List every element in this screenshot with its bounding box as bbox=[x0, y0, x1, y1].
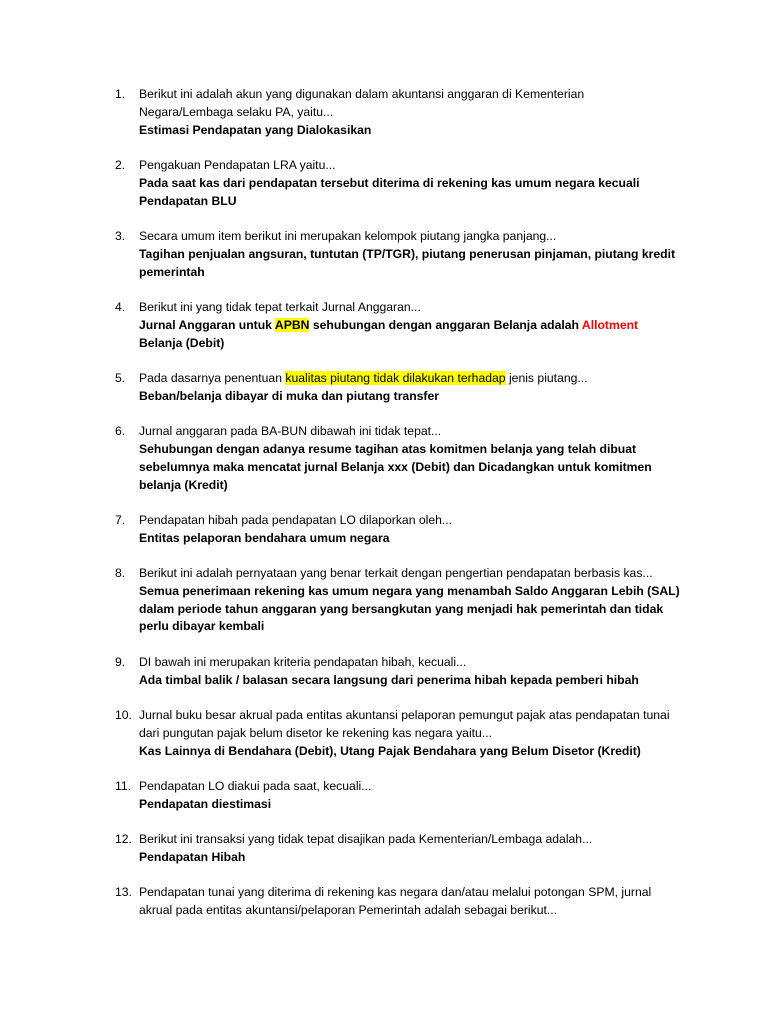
question-text: Pendapatan LO diakui pada saat, kecuali... bbox=[139, 779, 372, 794]
answer-text-middle: sehubungan dengan anggaran Belanja adalah bbox=[309, 317, 582, 332]
question-text: Berikut ini adalah pernyataan yang benar terkait dengan pengertian pendapatan berbasis kas... bbox=[139, 566, 653, 581]
question-text: Berikut ini yang tidak tepat terkait Jurnal Anggaran... bbox=[139, 299, 421, 314]
question-text: Pendapatan hibah pada pendapatan LO dilaporkan oleh... bbox=[139, 512, 453, 527]
answer-text: Ada timbal balik / balasan secara langsung dari penerima hibah kepada pemberi hibah bbox=[139, 672, 639, 687]
question-number: 9. bbox=[115, 654, 126, 669]
question-item-1 bbox=[115, 86, 680, 139]
question-item-12 bbox=[115, 831, 680, 867]
answer-text-before: Jurnal Anggaran untuk bbox=[139, 317, 275, 332]
question-item-6 bbox=[115, 423, 680, 494]
answer-text: Tagihan penjualan angsuran, tuntutan (TP/TGR), piutang penerusan pinjaman, piutang kredit pemerintah bbox=[139, 246, 676, 279]
question-text-after: jenis piutang... bbox=[505, 370, 588, 385]
answer-text: Beban/belanja dibayar di muka dan piutang transfer bbox=[139, 388, 440, 403]
red-text: Allotment bbox=[581, 317, 639, 332]
question-number: 11. bbox=[115, 779, 132, 794]
question-number: 10. bbox=[115, 708, 132, 723]
question-item-3 bbox=[115, 228, 680, 281]
answer-text-after: Belanja (Debit) bbox=[139, 335, 225, 350]
question-number: 8. bbox=[115, 566, 126, 581]
question-number: 5. bbox=[115, 370, 126, 385]
question-number: 3. bbox=[115, 228, 126, 243]
question-text: Pengakuan Pendapatan LRA yaitu... bbox=[139, 157, 336, 172]
question-text: Pendapatan tunai yang diterima di rekening kas negara dan/atau melalui potongan SPM, jurnal akrual pada entitas akuntansi/pelaporan Pemerintah adalah sebagai berikut... bbox=[139, 885, 652, 918]
question-list bbox=[115, 86, 680, 938]
question-item-8 bbox=[115, 565, 680, 636]
question-text: Berikut ini transaksi yang tidak tepat disajikan pada Kementerian/Lembaga adalah... bbox=[139, 832, 593, 847]
answer-text: Estimasi Pendapatan yang Dialokasikan bbox=[139, 122, 372, 137]
question-number: 13. bbox=[115, 885, 132, 900]
question-item-10 bbox=[115, 707, 680, 760]
question-item-13 bbox=[115, 884, 680, 920]
answer-text: Entitas pelaporan bendahara umum negara bbox=[139, 530, 390, 545]
question-text: DI bawah ini merupakan kriteria pendapatan hibah, kecuali... bbox=[139, 654, 467, 669]
answer-text: Sehubungan dengan adanya resume tagihan atas komitmen belanja yang telah dibuat sebelumnya maka mencatat jurnal Belanja xxx (Debit) dan Dicadangkan untuk komitmen belanja (Kredit) bbox=[139, 441, 652, 492]
question-item-11 bbox=[115, 778, 680, 814]
answer-text: Pendapatan diestimasi bbox=[139, 796, 272, 811]
question-text: Jurnal buku besar akrual pada entitas akuntansi pelaporan pemungut pajak atas pendapatan tunai dari pungutan pajak belum disetor ke rekening kas negara yaitu... bbox=[139, 708, 670, 740]
question-item-5 bbox=[115, 370, 680, 406]
answer-text: Pada saat kas dari pendapatan tersebut diterima di rekening kas umum negara kecuali Pendapatan BLU bbox=[139, 175, 640, 208]
answer-text bbox=[139, 317, 680, 353]
question-text bbox=[139, 370, 680, 388]
highlighted-text: APBN bbox=[274, 317, 310, 332]
question-item-9 bbox=[115, 654, 680, 690]
question-number: 7. bbox=[115, 512, 126, 527]
highlighted-text: kualitas piutang tidak dilakukan terhadap bbox=[285, 370, 506, 385]
question-text: Berikut ini adalah akun yang digunakan dalam akuntansi anggaran di Kementerian Negara/Lembaga selaku PA, yaitu... bbox=[139, 87, 585, 119]
answer-text: Pendapatan Hibah bbox=[139, 850, 246, 865]
question-text-before: Pada dasarnya penentuan bbox=[139, 370, 286, 385]
question-number: 4. bbox=[115, 299, 126, 314]
question-item-2 bbox=[115, 157, 680, 210]
question-item-7 bbox=[115, 512, 680, 548]
question-number: 2. bbox=[115, 157, 126, 172]
question-number: 12. bbox=[115, 832, 132, 847]
question-item-4 bbox=[115, 299, 680, 352]
question-text: Secara umum item berikut ini merupakan kelompok piutang jangka panjang... bbox=[139, 228, 557, 243]
question-text: Jurnal anggaran pada BA-BUN dibawah ini tidak tepat... bbox=[139, 424, 442, 439]
answer-text: Semua penerimaan rekening kas umum negara yang menambah Saldo Anggaran Lebih (SAL) dalam periode tahun anggaran yang bersangkutan yang menjadi hak pemerintah dan tidak perlu dibayar kembali bbox=[139, 583, 680, 634]
question-number: 1. bbox=[115, 87, 126, 101]
question-number: 6. bbox=[115, 424, 126, 439]
answer-text: Kas Lainnya di Bendahara (Debit), Utang Pajak Bendahara yang Belum Disetor (Kredit) bbox=[139, 743, 641, 758]
